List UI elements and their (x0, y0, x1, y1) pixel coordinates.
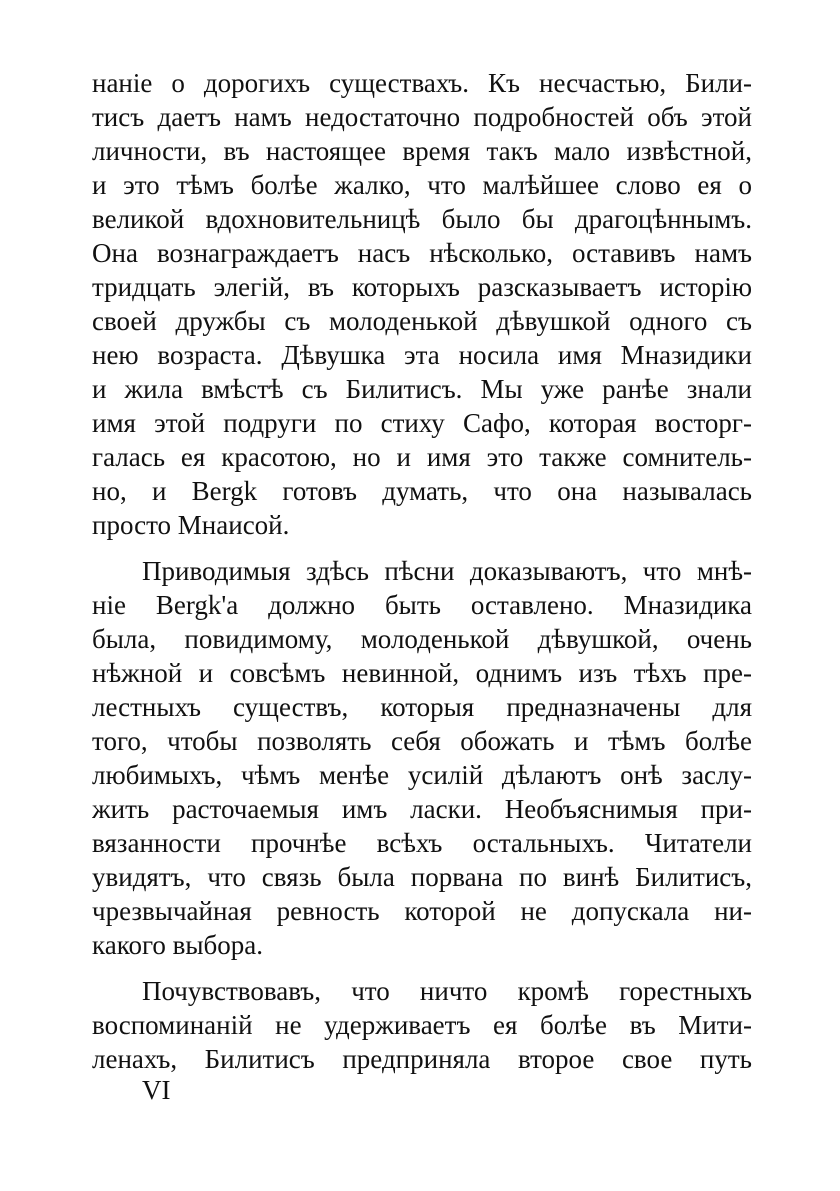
text-line: тридцать элегій, въ которыхъ разсказываетъ исторію (92, 272, 752, 302)
text-line: личности, въ настоящее время такъ мало извѣстной, (92, 136, 752, 166)
text-line: нею возраста. Дѣвушка эта носила имя Мназидики (92, 340, 752, 370)
text-line: чрезвычайная ревность которой не допускала ни- (92, 896, 752, 926)
text-line: лестныхъ существъ, которыя предназначены для (92, 692, 752, 722)
text-line: нѣжной и совсѣмъ невинной, однимъ изъ тѣхъ пре- (92, 658, 752, 688)
text-line: наніе о дорогихъ существахъ. Къ несчастью, Били- (92, 68, 752, 98)
text-line: Почувствовавъ, что ничто кромѣ горестныхъ (142, 976, 752, 1006)
text-line: любимыхъ, чѣмъ менѣе усилій дѣлаютъ онѣ заслу- (92, 760, 752, 790)
text-line: увидятъ, что связь была порвана по винѣ Билитисъ, (92, 862, 752, 892)
paragraph-3 (92, 974, 752, 1076)
text-line: но, и Bergk готовъ думать, что она называлась (92, 476, 752, 506)
paragraph-2 (92, 554, 752, 962)
text-line: ленахъ, Билитисъ предприняла второе свое путь (92, 1044, 752, 1074)
text-line: Приводимыя здѣсь пѣсни доказываютъ, что мнѣ- (142, 556, 752, 586)
text-line: того, чтобы позволять себя обожать и тѣмъ болѣе (92, 726, 752, 756)
text-line: имя этой подруги по стиху Сафо, которая восторг- (92, 408, 752, 438)
text-line: тисъ даетъ намъ недостаточно подробностей объ этой (92, 102, 752, 132)
text-line: ніе Bergk'а должно быть оставлено. Мназидика (92, 590, 752, 620)
page-number: VI (142, 1075, 171, 1105)
text-line: жить расточаемыя имъ ласки. Необъяснимыя при- (92, 794, 752, 824)
paragraph-1 (92, 66, 752, 542)
page-body (92, 66, 752, 1076)
text-line: воспоминаній не удерживаетъ ея болѣе въ Мити- (92, 1010, 752, 1040)
text-line: галась ея красотою, но и имя это также сомнитель- (92, 442, 752, 472)
text-line: вязанности прочнѣе всѣхъ остальныхъ. Читатели (92, 828, 752, 858)
text-line: и жила вмѣстѣ съ Билитисъ. Мы уже ранѣе знали (92, 374, 752, 404)
text-line: просто Мнаисой. (92, 510, 290, 540)
text-line: великой вдохновительницѣ было бы драгоцѣннымъ. (92, 204, 752, 234)
text-line: и это тѣмъ болѣе жалко, что малѣйшее слово ея о (92, 170, 752, 200)
text-line: Она вознаграждаетъ насъ нѣсколько, оставивъ намъ (92, 238, 752, 268)
text-line: своей дружбы съ молоденькой дѣвушкой одного съ (92, 306, 752, 336)
text-line: какого выбора. (92, 930, 263, 960)
text-line: была, повидимому, молоденькой дѣвушкой, очень (92, 624, 752, 654)
